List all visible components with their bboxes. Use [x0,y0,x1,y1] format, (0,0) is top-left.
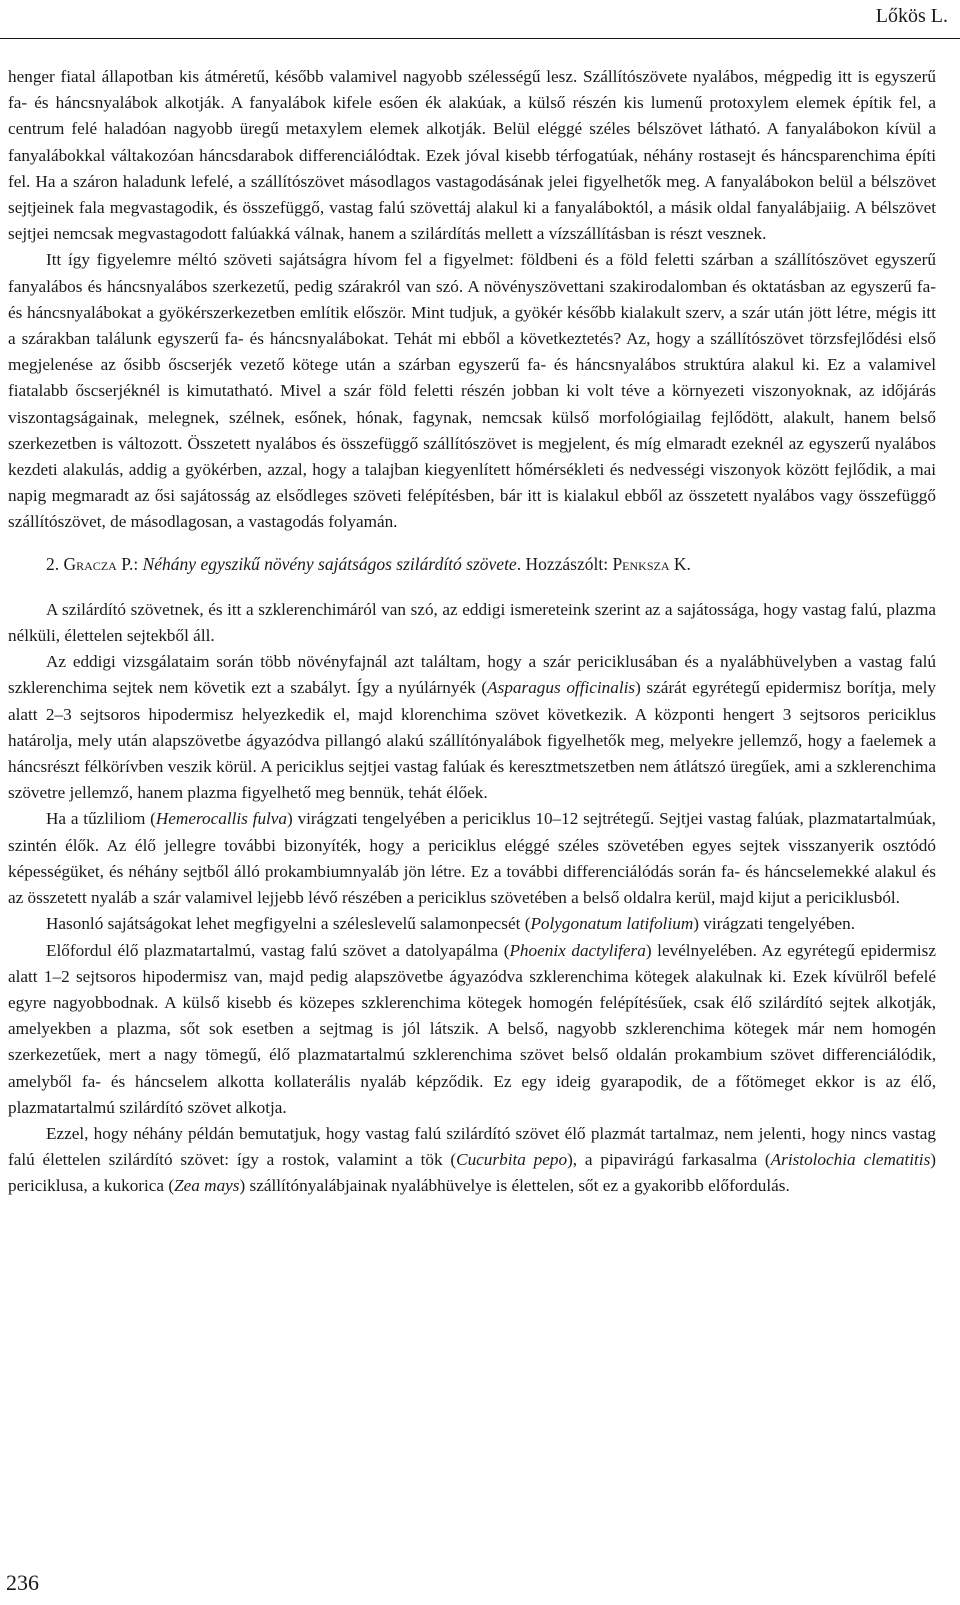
species-name: Hemerocallis fulva [155,809,288,829]
species-name: Polygonatum latifolium [530,914,694,934]
section-number: 2. [46,553,60,574]
species-name: Aristolochia clematitis [770,1150,931,1170]
paragraph: Hasonló sajátságokat lehet megfigyelni a széleslevelű salamonpecsét (Polygonatum latifolium) virágzati tengelyében. [46,914,856,934]
commenter-name: Penksza K. [612,553,691,574]
commenter-label: Hozzászólt: [525,553,613,574]
paragraph: Az eddigi vizsgálataim során több növényfajnál azt találtam, hogy a szár periciklusában és a nyalábhüvelyben a vastag falú szklerenchima sejtek nem követik ezt a szabályt. Így a nyúlárnyék (Asparagus officinalis) szárát egyrétegű epidermisz borítja, mely alatt 2–3 sejtsoros hipodermisz helyezkedik el, majd klorenchima szövet következik. A központi hengert 3 sejtsoros periciklus határolja, mely után alapszövetbe ágyazódva pillangó alakú szállítónyalábok figyelhetők meg, melyekre jellemző, hogy a faelemek a háncsrészt félkörívben veszik körül. A periciklus sejtjei vastag falúak és keresztmetszetben nem átlátszó üregűek, ami a szklerenchima szövetre jellemző, hanem plazma figyelhető meg bennük, tehát élőek. [8,652,936,803]
species-name: Zea mays [174,1176,240,1196]
paragraph: Előfordul élő plazmatartalmú, vastag falú szövet a datolyapálma (Phoenix dactylifera) levélnyelében. Az egyrétegű epidermisz alatt 1–2 sejtsoros hipodermisz van, majd pedig alapszövetbe ágyazódva szklerenchima kötegek alakulnak ki. Ezek kívülről befelé egyre nagyobbodnak. A külső kisebb és közepes szklerenchima kötegek homogén felépítésűek, csak élő szilárdító sejtek alkotják, amelyekben a plazma, sőt sok esetben a sejtmag is jól látszik. A belső, nagyobb szklerenchima kötegek már nem homogén szerkezetűek, mert a nagy tömegű, élő plazmatartalmú szklerenchima szövet belső oldalán prokambium szövet differenciálódik, amelyből fa- és háncselem alkotta kollaterális nyaláb képződik. Ez egy ideig gyarapodik, de a főtömeget ekkor is az élő, plazmatartalmú szilárdító szövet alkotja. [8,940,936,1117]
paragraph: A szilárdító szövetnek, és itt a szklerenchimáról van szó, az eddigi ismereteink szerint az a sajátossága, hogy vastag falú, plazma nélküli, élettelen sejtekből áll. [8,599,936,646]
paragraph-continuation: henger fiatal állapotban kis átméretű, később valamivel nagyobb szélességű lesz. Szállítószövete nyalábos, mégpedig itt is egyszerű fa- és háncsnyalábok alkotják. A fanyalábok kifele esően ék alakúak, a külső részén kis lumenű protoxylem elemek építik fel, a centrum felé haladóan nagyobb üregű metaxylem elemek alkotják. Belül eléggé széles bélszövet látható. A fanyalábokon kívül a fanyalábokkal váltakozóan háncsdarabok differenciálódtak. Ezek jóval kisebb térfogatúak, néhány rostasejt és háncsparenchima építi fel. Ha a száron haladunk lefelé, a szállítószövet másodlagos vastagodásának jelei figyelhetők meg. A fanyalábokon belül a bélszövet sejtjeinek fala megvastagodik, és összefüggő, vastag falú szövettáj alakul ki a fanyaláboktól, a másik oldal fanyalábjaiig. A bélszövet sejtjei nemcsak megvastagodott falúakká válnak, hanem a szilárdítás mellett a vízszállításban is részt vesznek. [8,67,936,244]
header-rule [0,38,960,39]
paragraph: Ezzel, hogy néhány példán bemutatjuk, hogy vastag falú szilárdító szövet élő plazmát tartalmaz, nem jelenti, hogy nincs vastag falú élettelen szilárdító szövet: így a rostok, valamint a tök (Cucurbita pepo), a pipavirágú farkasalma (Aristolochia clematitis) periciklusa, a kukorica (Zea mays) szállítónyalábjainak nyalábhüvelye is élettelen, sőt ez a gyakoribb előfordulás. [8,1123,937,1196]
section-author: Gracza P. [63,553,134,574]
paragraph: Ha a tűzliliom (Hemerocallis fulva) virágzati tengelyében a periciklus 10–12 sejtrétegű. Sejtjei vastag falúak, plazmatartalmúak, szintén élők. Az élő jellegre további bizonyíték, hogy a periciklus eléggé széles szövetében egyes sejtek visszanyerik osztódó képességüket, és néhány sejtből álló prokambiumnyaláb jön létre. Ez a további differenciálódás során fa- és háncselemekké alakul és az összetett nyaláb a szár valamivel lejjebb lévő részében a periciklus szövetében a belső oldalra kerül, majd kijut a periciklusból. [8,809,936,908]
section-title: Néhány egyszikű növény sajátságos szilárdító szövete [142,553,517,574]
species-name: Cucurbita pepo [456,1150,568,1170]
section-heading: 2. Gracza P.: Néhány egyszikű növény sajátságos szilárdító szövete. Hozzászólt: Penksza K. [46,553,691,574]
page-body [8,64,936,1200]
page-number: 236 [6,1570,39,1595]
species-name: Asparagus officinalis [487,678,636,698]
running-header [0,0,960,40]
paragraph: Itt így figyelemre méltó szöveti sajátságra hívom fel a figyelmet: földbeni és a föld feletti szárban a szállítószövet egyszerű fanyalábos és háncsnyalábos szerkezetű, pedig szárakról van szó. A növényszövettani szakirodalomban és oktatásban az egyszerű fa- és háncsnyalábokat a gyökérszerkezetben említik először. Mint tudjuk, a gyökér később kialakult szerv, a szár után jött létre, mégis itt a szárakban találunk egyszerű fa- és háncsnyalábokat. Tehát mi ebből a következtetés? Az, hogy a szállítószövet törzsfejlődési első megjelenése az ősibb őscserjék vezető kötege után a szárban egyszerű fa- és háncsnyalábos struktúra alakul ki. Ez a valamivel fiatalabb őscserjéknél is kimutatható. Mivel a szár föld feletti részén jobban ki volt téve a környezeti viszonyoknak, az időjárás viszontagságainak, melegnek, szélnek, esőnek, hónak, fagynak, nemcsak külső morfológiailag fejlődött, alakult, hanem belső szerkezetben is változott. Összetett nyalábos és összefüggő szállítószövet is megjelent, és míg elmaradt ezeknél az egyszerű nyalábos kezdeti alakulás, addig a gyökérben, azzal, hogy a talajban kiegyenlített hőmérsékleti és nedvességi viszonyok között fejlődik, a mai napig megmaradt az ősi sajátosság az elsődleges szöveti felépítésben, bár itt is kialakul ebből az összetett nyalábos vagy összefüggő szállítószövet, de másodlagosan, a vastagodás folyamán. [8,250,936,532]
header-author: Lőkös L. [875,5,948,27]
species-name: Phoenix dactylifera [509,940,646,960]
